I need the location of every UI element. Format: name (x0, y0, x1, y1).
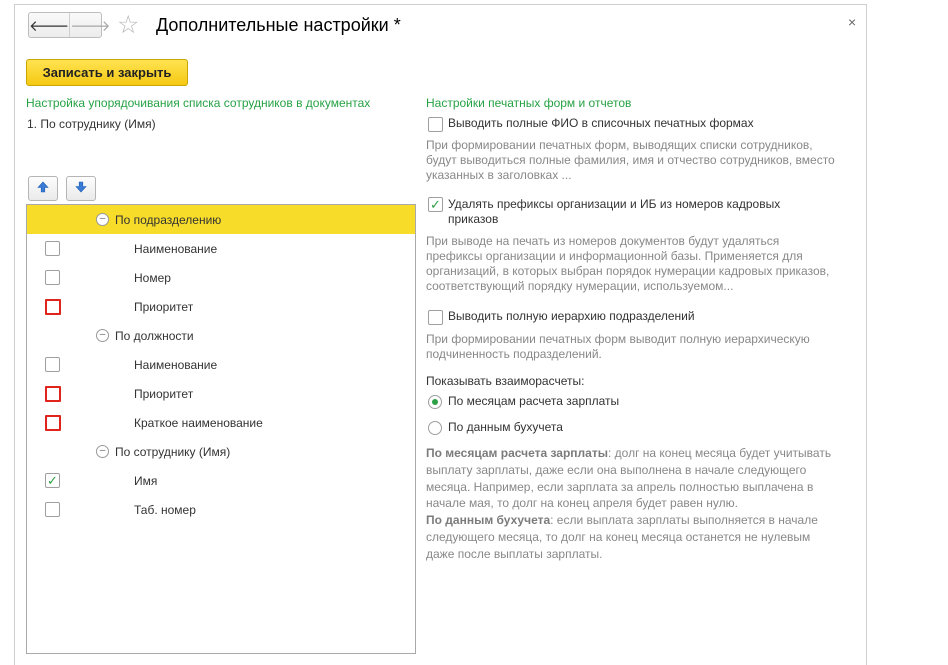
forward-arrow-icon[interactable]: 🡒 (69, 13, 110, 37)
collapse-icon[interactable]: – (96, 213, 109, 226)
remove-prefixes-label[interactable]: Удалять префиксы организации и ИБ из номеров кадровых приказов (448, 197, 781, 226)
item-label: Краткое наименование (134, 415, 263, 430)
item-checkbox[interactable] (45, 241, 60, 256)
tree-item-row[interactable] (27, 495, 415, 524)
tree-group-row[interactable] (27, 437, 415, 466)
close-icon[interactable]: × (848, 14, 857, 30)
settlements-label: Показывать взаиморасчеты: (426, 374, 585, 388)
item-label: Наименование (134, 241, 218, 256)
arrow-down-icon (75, 181, 87, 196)
by-accounting-text: : если выплата зарплаты выполняется в начале следующего месяца, то долг на конец месяца останется не нулевым даже после выплаты зарплаты. (426, 513, 818, 561)
save-and-close-button[interactable]: Записать и закрыть (26, 59, 188, 86)
tree-group-row[interactable] (27, 205, 415, 234)
by-months-title: По месяцам расчета зарплаты (426, 446, 608, 460)
item-label: Таб. номер (134, 502, 196, 517)
tree-item-row[interactable] (27, 292, 415, 321)
radio-by-months-label[interactable]: По месяцам расчета зарплаты (448, 394, 620, 408)
back-arrow-icon[interactable]: 🡐 (29, 17, 70, 35)
move-down-button[interactable] (66, 176, 96, 201)
item-checkbox[interactable] (45, 357, 60, 372)
navigation-buttons (28, 12, 111, 38)
hierarchy-label[interactable]: Выводить полную иерархию подразделений (448, 309, 695, 323)
collapse-icon[interactable]: – (96, 329, 109, 342)
print-settings-title: Настройки печатных форм и отчетов (426, 96, 632, 110)
remove-prefixes-hint: При выводе на печать из номеров документов будут удаляться префиксы организации и информационной базы. Применяется для организаций, в которых выбран порядок нумерации кадровых приказов, соответствующий порядку нумерации, используемом... (426, 234, 830, 293)
tree-item-row[interactable] (27, 234, 415, 263)
item-checkbox-error[interactable] (45, 386, 61, 402)
tree-item-row[interactable] (27, 379, 415, 408)
item-checkbox-checked[interactable]: ✓ (45, 473, 60, 488)
full-fio-hint: При формировании печатных форм, выводящих списки сотрудников, будут выводиться полные фамилия, имя и отчество сотрудников, вместо указанных в заголовках ... (426, 138, 835, 182)
radio-by-accounting-label[interactable]: По данным бухучета (448, 420, 563, 434)
settlements-explanation (426, 445, 834, 563)
item-label: Имя (134, 473, 158, 488)
item-label: Номер (134, 270, 171, 285)
ordering-tree (26, 204, 416, 654)
tree-item-row[interactable] (27, 263, 415, 292)
arrow-up-icon (37, 181, 49, 196)
group-label: По подразделению (115, 212, 222, 227)
tree-item-row[interactable] (27, 350, 415, 379)
by-months-text: : долг на конец месяца будет учитывать выплату зарплаты, даже если она выполнена в начале следующего месяца. Например, если зарплата за апрель полностью выплачена в начале мая, то долг на конец апреля будет равен нулю. (426, 446, 832, 511)
settings-window (14, 4, 867, 665)
by-accounting-title: По данным бухучета (426, 513, 551, 528)
group-label: По должности (115, 328, 194, 343)
tree-item-row[interactable] (27, 408, 415, 437)
remove-prefixes-checkbox[interactable]: ✓ (428, 197, 443, 212)
tree-group-row[interactable] (27, 321, 415, 350)
collapse-icon[interactable]: – (96, 445, 109, 458)
ordering-title: Настройка упорядочивания списка сотрудников в документах (26, 96, 371, 110)
move-up-button[interactable] (28, 176, 58, 201)
group-label: По сотруднику (Имя) (115, 444, 231, 459)
tree-item-row[interactable] (27, 466, 415, 495)
item-label: Приоритет (134, 299, 194, 314)
item-checkbox[interactable] (45, 270, 60, 285)
favorite-star-icon[interactable]: ☆ (117, 11, 140, 39)
item-label: Наименование (134, 357, 218, 372)
item-checkbox-error[interactable] (45, 415, 61, 431)
hierarchy-checkbox[interactable] (428, 310, 443, 325)
item-checkbox-error[interactable] (45, 299, 61, 315)
radio-by-months[interactable] (428, 395, 442, 409)
full-fio-checkbox[interactable] (428, 117, 443, 132)
ordering-value: 1. По сотруднику (Имя) (27, 117, 156, 131)
window-title: Дополнительные настройки * (156, 15, 401, 35)
full-fio-label[interactable]: Выводить полные ФИО в списочных печатных формах (448, 116, 754, 130)
item-checkbox[interactable] (45, 502, 60, 517)
radio-by-accounting[interactable] (428, 421, 442, 435)
item-label: Приоритет (134, 386, 194, 401)
hierarchy-hint: При формировании печатных форм выводит полную иерархическую подчиненность подразделений. (426, 332, 810, 361)
